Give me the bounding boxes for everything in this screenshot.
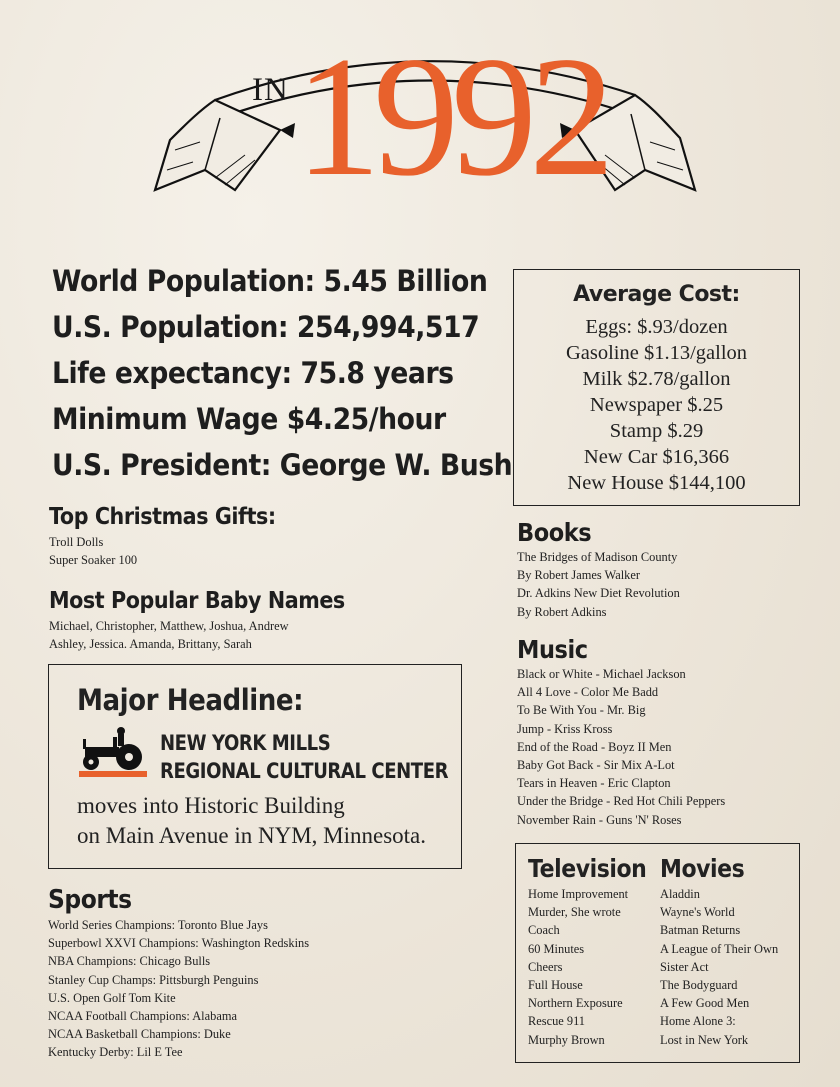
tv-movies-box bbox=[515, 843, 800, 1063]
christmas-title: Top Christmas Gifts: bbox=[49, 504, 276, 530]
stat-us-president: U.S. President: George W. Bush bbox=[52, 448, 513, 482]
cost-title: Average Cost: bbox=[573, 282, 740, 307]
list-item: NCAA Basketball Champions: Duke bbox=[48, 1027, 231, 1042]
list-item: Newspaper $.25 bbox=[589, 394, 724, 416]
list-item: Wayne's World bbox=[660, 905, 735, 920]
stat-world-population: World Population: 5.45 Billion bbox=[52, 264, 488, 298]
list-item: Kentucky Derby: Lil E Tee bbox=[48, 1045, 183, 1060]
list-item: Stamp $.29 bbox=[609, 420, 704, 442]
list-item: Eggs: $.93/dozen bbox=[585, 316, 728, 338]
list-item: Baby Got Back - Sir Mix A-Lot bbox=[517, 757, 675, 772]
christmas-list bbox=[49, 533, 137, 569]
list-item: Under the Bridge - Red Hot Chili Peppers bbox=[517, 794, 726, 809]
list-item: All 4 Love - Color Me Badd bbox=[517, 685, 659, 700]
list-item: Cheers bbox=[528, 959, 563, 974]
list-item: A Few Good Men bbox=[660, 996, 750, 1011]
list-item: End of the Road - Boyz II Men bbox=[517, 739, 672, 754]
television-title: Television bbox=[528, 854, 647, 883]
list-item: Stanley Cup Champs: Pittsburgh Penguins bbox=[48, 972, 259, 987]
books-list bbox=[517, 548, 680, 621]
music-list bbox=[517, 665, 725, 829]
list-item: By Robert Adkins bbox=[517, 604, 607, 619]
headline-org-line1: NEW YORK MILLS bbox=[160, 731, 331, 755]
headline-org-line2: REGIONAL CULTURAL CENTER bbox=[160, 759, 449, 783]
list-item: Full House bbox=[528, 977, 583, 992]
baby-names-title: Most Popular Baby Names bbox=[49, 588, 345, 614]
books-title: Books bbox=[517, 518, 592, 547]
headline-title: Major Headline: bbox=[77, 683, 304, 717]
music-title: Music bbox=[517, 635, 588, 664]
banner-prefix: IN bbox=[252, 72, 289, 108]
list-item: Michael, Christopher, Matthew, Joshua, Andrew bbox=[49, 619, 289, 633]
list-item: November Rain - Guns 'N' Roses bbox=[517, 812, 682, 827]
list-item: Jump - Kriss Kross bbox=[517, 721, 613, 736]
list-item: Lost in New York bbox=[660, 1032, 749, 1047]
stat-life-expectancy: Life expectancy: 75.8 years bbox=[52, 356, 454, 390]
list-item: Dr. Adkins New Diet Revolution bbox=[517, 586, 680, 601]
list-item: World Series Champions: Toronto Blue Jays bbox=[48, 918, 268, 932]
cost-list bbox=[514, 314, 799, 496]
sports-list bbox=[48, 916, 309, 1062]
list-item: Aladdin bbox=[660, 887, 700, 901]
list-item: Coach bbox=[528, 923, 560, 938]
list-item: A League of Their Own bbox=[660, 941, 779, 956]
list-item: Murphy Brown bbox=[528, 1032, 605, 1047]
list-item: Sister Act bbox=[660, 959, 709, 974]
list-item: Home Improvement bbox=[528, 887, 629, 901]
list-item: New Car $16,366 bbox=[583, 446, 730, 468]
movies-title: Movies bbox=[660, 854, 745, 883]
stat-us-population: U.S. Population: 254,994,517 bbox=[52, 310, 480, 344]
list-item: Rescue 911 bbox=[528, 1014, 586, 1029]
list-item: New House $144,100 bbox=[567, 472, 746, 494]
list-item: The Bridges of Madison County bbox=[517, 550, 678, 564]
list-item: The Bodyguard bbox=[660, 977, 738, 992]
list-item: Murder, She wrote bbox=[528, 905, 621, 920]
headline-text-line1: moves into Historic Building bbox=[77, 793, 345, 818]
list-item: To Be With You - Mr. Big bbox=[517, 703, 646, 718]
list-item: Ashley, Jessica. Amanda, Brittany, Sarah bbox=[49, 637, 252, 652]
sports-title: Sports bbox=[48, 885, 132, 915]
list-item: Northern Exposure bbox=[528, 996, 623, 1011]
list-item: NCAA Football Champions: Alabama bbox=[48, 1008, 237, 1023]
list-item: U.S. Open Golf Tom Kite bbox=[48, 990, 176, 1005]
average-cost-box bbox=[513, 269, 800, 506]
list-item: Gasoline $1.13/gallon bbox=[565, 342, 748, 364]
list-item: Home Alone 3: bbox=[660, 1014, 736, 1029]
stat-minimum-wage: Minimum Wage $4.25/hour bbox=[52, 402, 446, 436]
list-item: NBA Champions: Chicago Bulls bbox=[48, 954, 211, 969]
list-item: By Robert James Walker bbox=[517, 568, 640, 583]
list-item: 60 Minutes bbox=[528, 941, 585, 956]
list-item: Troll Dolls bbox=[49, 535, 104, 549]
headline-box bbox=[48, 664, 462, 869]
headline-text-line2: on Main Avenue in NYM, Minnesota. bbox=[77, 823, 427, 848]
banner-year: 1992 bbox=[295, 22, 607, 212]
baby-names-list bbox=[49, 617, 289, 653]
list-item: Milk $2.78/gallon bbox=[582, 368, 731, 390]
tractor-logo-icon bbox=[77, 725, 149, 785]
list-item: Batman Returns bbox=[660, 923, 741, 938]
list-item: Superbowl XXVI Champions: Washington Redskins bbox=[48, 936, 310, 951]
list-item: Tears in Heaven - Eric Clapton bbox=[517, 776, 671, 791]
television-list bbox=[528, 885, 628, 1049]
movies-list bbox=[660, 885, 778, 1049]
list-item: Super Soaker 100 bbox=[49, 553, 138, 568]
list-item: Black or White - Michael Jackson bbox=[517, 667, 686, 681]
